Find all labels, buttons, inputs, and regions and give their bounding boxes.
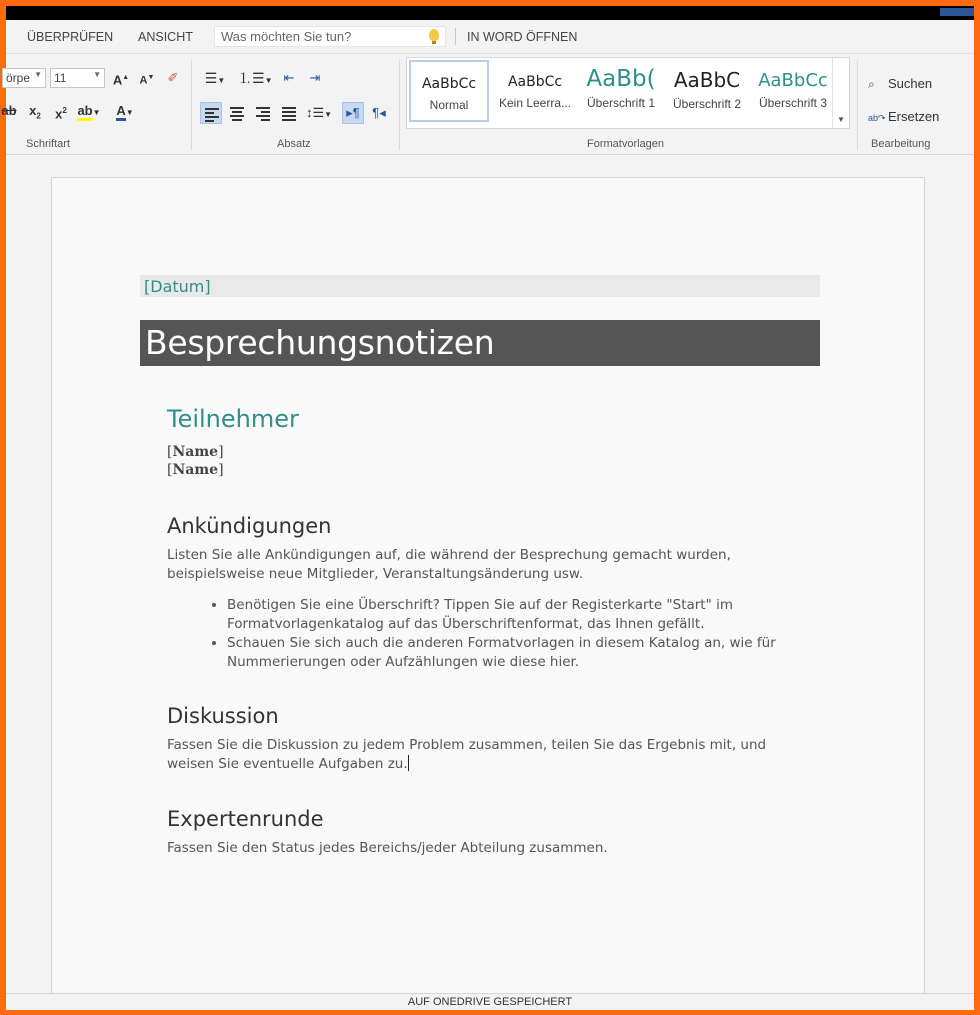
tab-review[interactable]: ÜBERPRÜFEN: [27, 30, 114, 44]
discussion-heading[interactable]: Diskussion: [167, 704, 279, 728]
list-item[interactable]: • Schauen Sie sich auch die anderen Formatvorlagen in diesem Katalog an, wie für Nummerierungen oder Aufzählungen wie diese hier.: [227, 634, 827, 672]
bullet-list-icon: ☰: [204, 70, 218, 86]
attendee-name-text: Name: [172, 462, 219, 478]
align-center-button[interactable]: [226, 102, 248, 124]
style-heading-1[interactable]: [581, 60, 661, 122]
ribbon: [1, 54, 974, 155]
menu-divider: [455, 28, 456, 45]
style-sample: AaBbCc: [421, 76, 477, 92]
align-left-button[interactable]: [200, 102, 222, 124]
announcements-bullets: [207, 596, 827, 672]
tell-me-input[interactable]: [215, 27, 421, 46]
style-name: Überschrift 1: [586, 96, 656, 110]
numbering-button[interactable]: ⒈☰▼: [238, 70, 273, 86]
align-center-icon: [230, 107, 244, 123]
experts-heading[interactable]: Expertenrunde: [167, 807, 324, 831]
find-label: Suchen: [888, 76, 933, 91]
save-status: AUF ONEDRIVE GESPEICHERT: [407, 996, 573, 1008]
highlighter-icon: ab: [77, 103, 92, 121]
chevron-down-icon: ▼: [837, 115, 845, 124]
group-label-editing: Bearbeitung: [871, 138, 931, 150]
group-label-paragraph: Absatz: [277, 138, 311, 150]
attendee-name-text: Name: [172, 444, 219, 460]
align-right-icon: [256, 107, 270, 123]
document-page[interactable]: [51, 177, 925, 1007]
attendee-name[interactable]: [Name]: [167, 444, 224, 460]
attendees-heading[interactable]: Teilnehmer: [167, 405, 299, 433]
tell-me-box[interactable]: [214, 26, 446, 47]
status-bar: [6, 993, 974, 1010]
subscript-button[interactable]: $x_2$: [29, 103, 41, 121]
announcements-text[interactable]: Listen Sie alle Ankündigungen auf, die während der Besprechung gemacht wurden, beispielsweise neue Mitglieder, Veranstaltungsänderung usw.: [167, 547, 731, 582]
align-left-icon: [205, 108, 219, 124]
shrink-font-button[interactable]: A▼: [139, 74, 155, 87]
list-item[interactable]: • Benötigen Sie eine Überschrift? Tippen Sie auf der Registerkarte "Start" im Formatvorlagenkatalog auf das Überschriftenformat, das Ihnen gefällt.: [227, 596, 827, 634]
decrease-indent-icon: ⇤: [283, 70, 295, 85]
app-window: [1, 6, 974, 1009]
justify-button[interactable]: [278, 102, 300, 124]
group-divider: [191, 60, 192, 150]
decrease-indent-button[interactable]: [278, 67, 300, 89]
document-canvas: [6, 155, 974, 993]
line-spacing-icon: ↕☰: [305, 105, 325, 120]
replace-label: Ersetzen: [888, 109, 940, 124]
style-heading-2[interactable]: [667, 60, 747, 122]
date-placeholder[interactable]: [Datum]: [140, 275, 820, 297]
ltr-button[interactable]: [342, 102, 364, 124]
group-label-font: Schriftart: [26, 138, 71, 150]
discussion-text: Fassen Sie die Diskussion zu jedem Problem zusammen, teilen Sie das Ergebnis mit, und weisen Sie eventuelle Aufgaben zu.: [167, 737, 767, 772]
increase-indent-icon: ⇥: [309, 70, 321, 85]
justify-icon: [282, 107, 296, 123]
numbered-list-icon: ⒈☰: [238, 70, 265, 86]
style-normal[interactable]: [409, 60, 489, 122]
document-title[interactable]: Besprechungsnotizen: [140, 320, 820, 366]
tab-view[interactable]: ANSICHT: [138, 30, 193, 44]
style-sample: AaBbCc: [507, 74, 563, 90]
style-name: Überschrift 2: [672, 97, 742, 111]
superscript-button[interactable]: $x^2$: [55, 106, 67, 122]
group-divider: [399, 60, 400, 150]
brand-strip: [940, 8, 974, 16]
font-family-value: örpe: [6, 71, 31, 85]
lightbulb-icon: [429, 29, 439, 41]
paragraph-ltr-icon: ▸¶: [346, 105, 360, 120]
align-right-button[interactable]: [252, 102, 274, 124]
open-in-word-button[interactable]: IN WORD ÖFFNEN: [467, 30, 578, 44]
style-sample: AaBbCc: [758, 70, 828, 91]
strikethrough-button[interactable]: ab: [1, 103, 17, 118]
menu-bar: [6, 20, 974, 54]
font-color-icon: A: [116, 103, 125, 121]
style-no-spacing[interactable]: [495, 60, 575, 122]
replace-button[interactable]: [868, 109, 939, 124]
find-button[interactable]: [868, 76, 932, 92]
style-heading-3[interactable]: [753, 60, 833, 122]
rtl-button[interactable]: [368, 102, 390, 124]
line-spacing-button[interactable]: ↕☰▼: [305, 105, 333, 120]
font-color-button[interactable]: A▼: [112, 100, 138, 122]
increase-indent-button[interactable]: [304, 67, 326, 89]
discussion-paragraph[interactable]: [167, 736, 817, 774]
chevron-down-icon: ▼: [93, 70, 101, 79]
chevron-down-icon: ▼: [34, 70, 42, 79]
font-family-combo[interactable]: [2, 68, 46, 88]
highlight-color-button[interactable]: ab▼: [76, 100, 102, 122]
replace-icon: ab↷: [868, 113, 886, 123]
text-cursor: [408, 755, 409, 771]
group-label-styles: Formatvorlagen: [587, 138, 665, 150]
style-sample: AaBb(: [586, 66, 656, 92]
style-sample: AaBbC: [673, 68, 741, 92]
bullets-button[interactable]: ☰▼: [204, 70, 226, 86]
attendee-name[interactable]: [Name]: [167, 462, 224, 478]
font-size-combo[interactable]: [50, 68, 105, 88]
font-size-value: 11: [54, 71, 67, 85]
style-name: Überschrift 3: [758, 96, 828, 110]
style-name: Kein Leerra...: [498, 96, 572, 110]
binoculars-icon: ⌕: [868, 77, 875, 91]
style-name: Normal: [429, 98, 469, 112]
styles-more-button[interactable]: [832, 58, 849, 128]
paragraph-rtl-icon: ¶◂: [372, 105, 386, 120]
announcements-heading[interactable]: Ankündigungen: [167, 514, 332, 538]
styles-gallery: [406, 57, 850, 129]
top-bar: [6, 6, 974, 20]
grow-font-button[interactable]: A▲: [112, 72, 130, 88]
experts-text[interactable]: Fassen Sie den Status jedes Bereichs/jeder Abteilung zusammen.: [167, 840, 608, 856]
clear-formatting-icon[interactable]: ✐: [167, 70, 179, 85]
group-divider: [857, 60, 858, 150]
